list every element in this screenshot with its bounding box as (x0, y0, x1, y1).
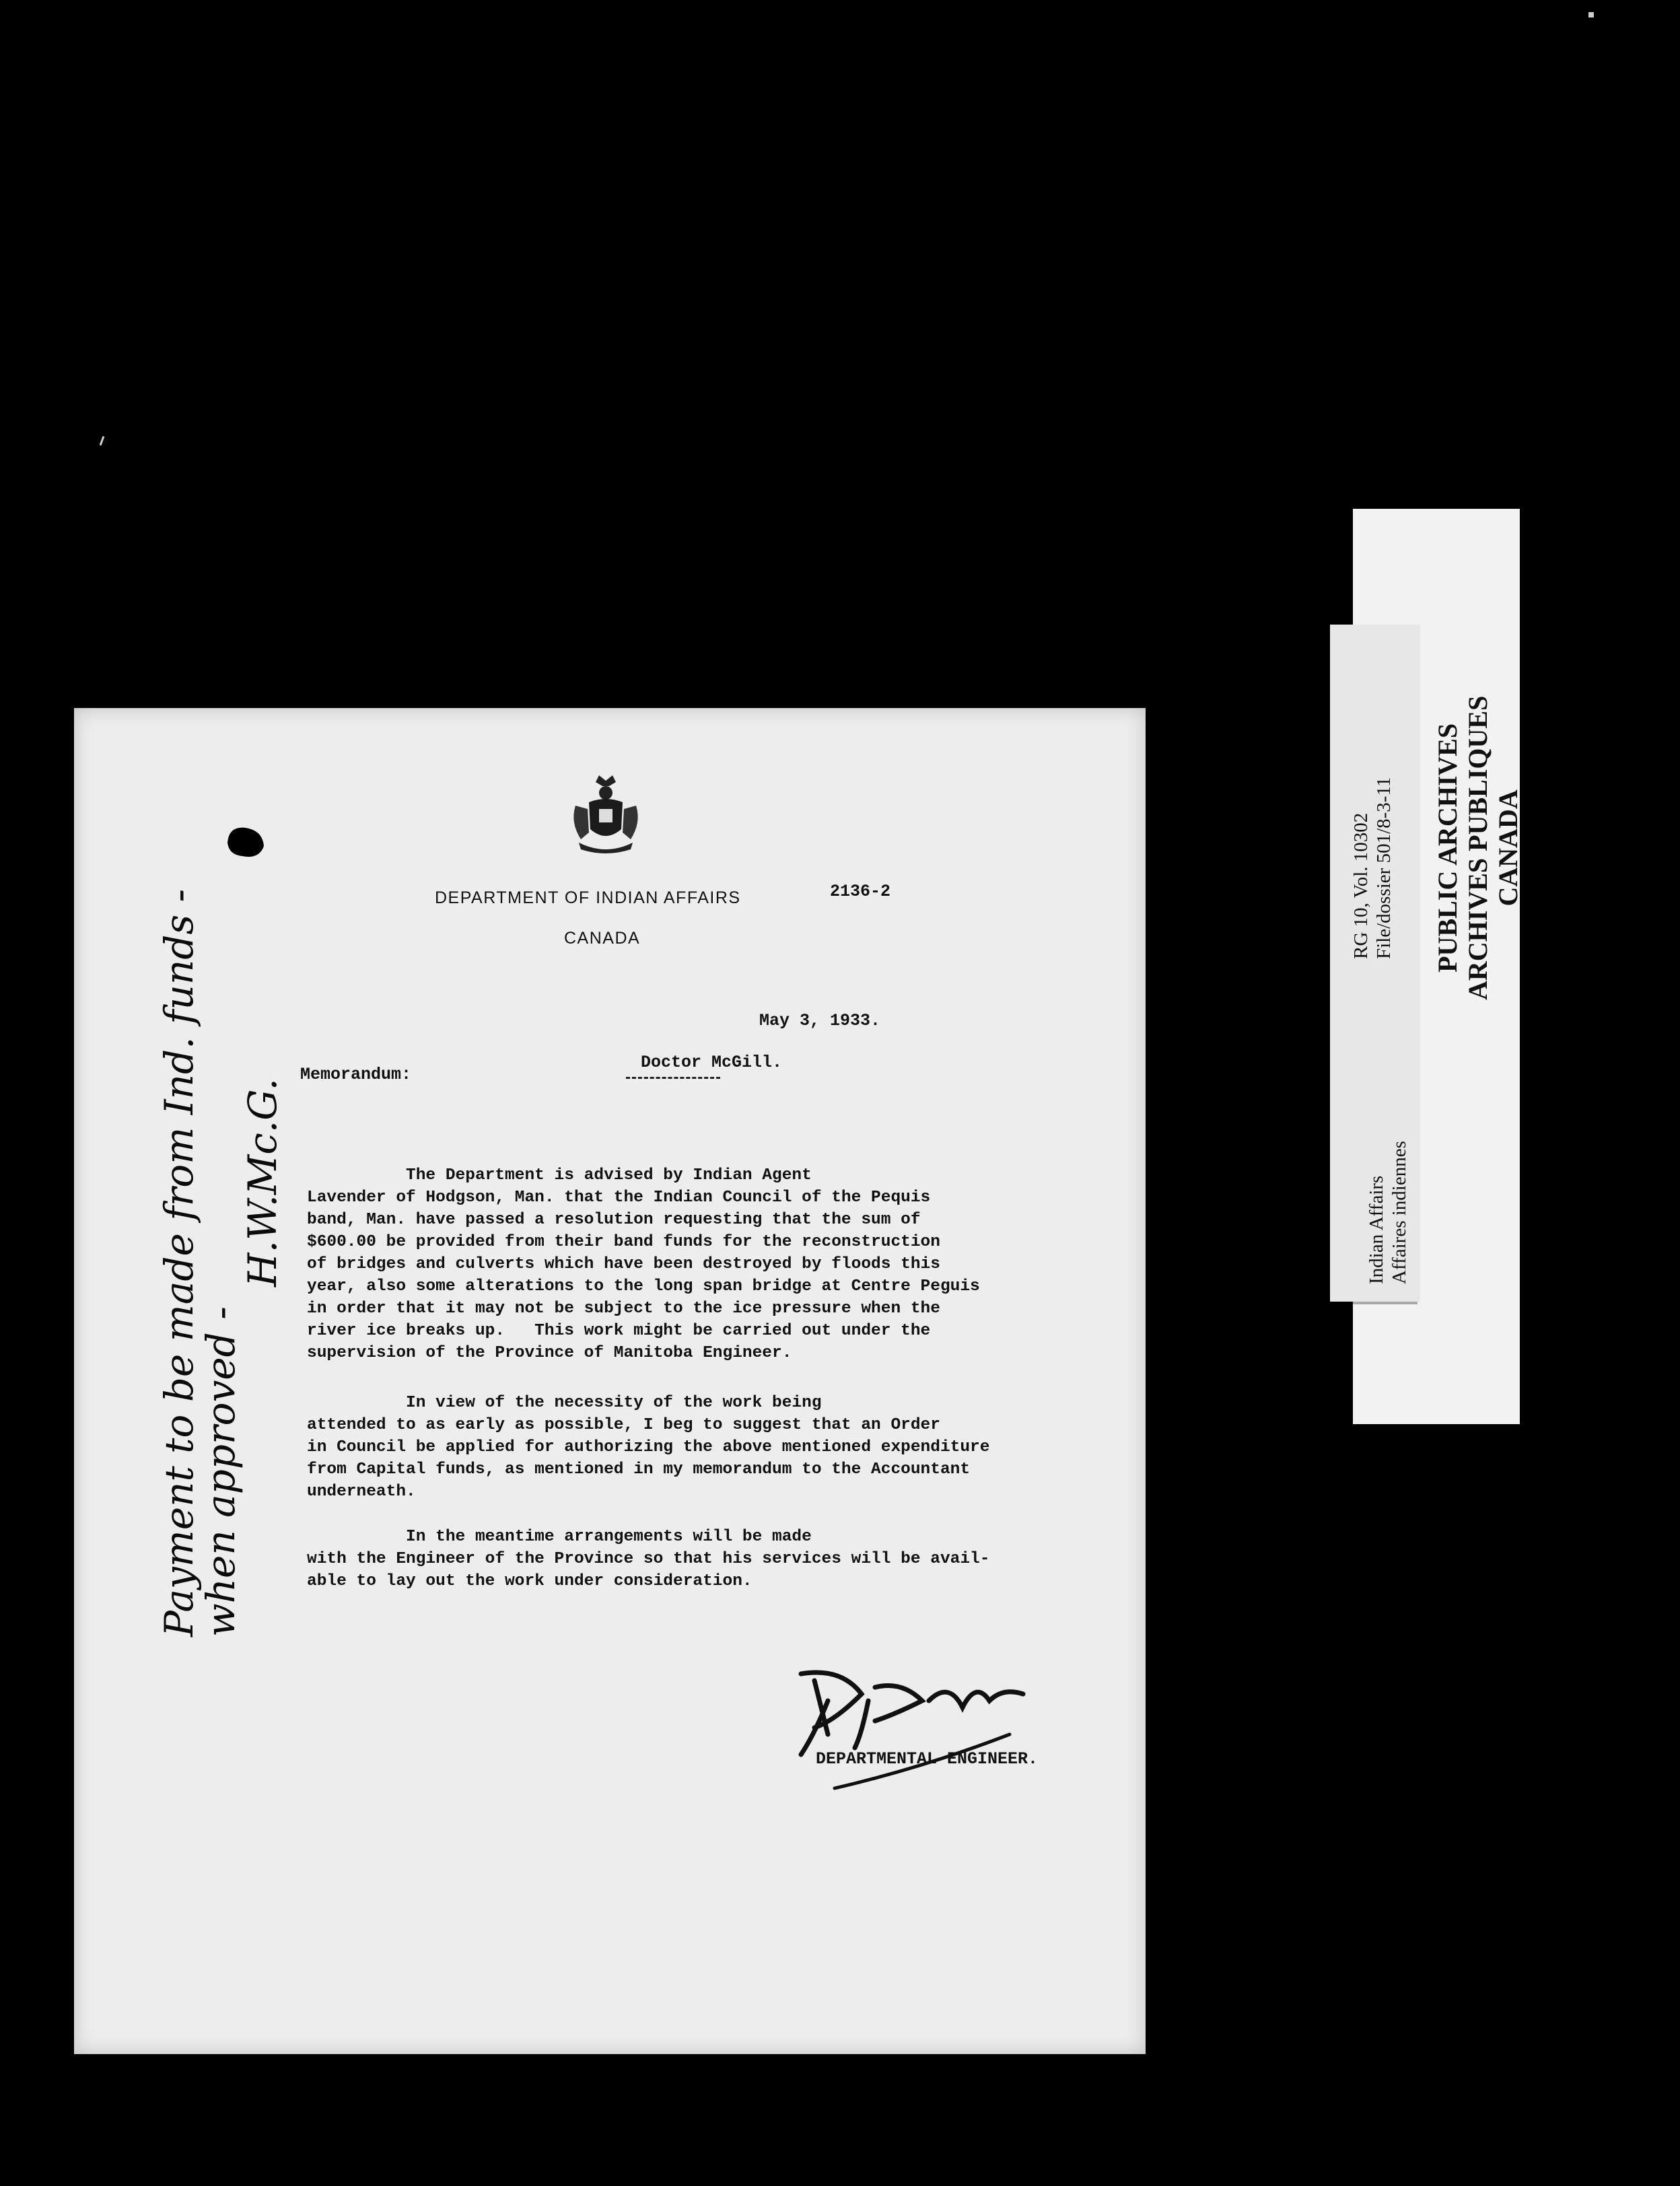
archive-label-line: CANADA (1493, 789, 1523, 907)
scan-speck (100, 436, 105, 446)
text-line: river ice breaks up. This work might be carried out under the (307, 1322, 931, 1340)
text-line: The Department is advised by Indian Agent (307, 1166, 812, 1185)
text-line: In the meantime arrangements will be made (307, 1528, 812, 1546)
addressee-underline (626, 1077, 720, 1079)
department-heading: DEPARTMENT OF INDIAN AFFAIRS (435, 888, 741, 907)
archive-label-line: Affaires indiennes (1389, 1141, 1410, 1284)
handwritten-signature (788, 1654, 1043, 1802)
text-line: from Capital funds, as mentioned in my memorandum to the Accountant (307, 1460, 971, 1479)
paragraph-1 (307, 1164, 1142, 1364)
margin-note-line: when approved - (198, 1306, 244, 1637)
text-line: able to lay out the work under consideration. (307, 1572, 753, 1590)
text-line: with the Engineer of the Province so that his services will be avail- (307, 1550, 990, 1568)
letter-date: May 3, 1933. (759, 1011, 881, 1030)
paragraph-3 (307, 1526, 1142, 1592)
paragraph-2 (307, 1392, 1142, 1503)
coat-of-arms-icon (569, 775, 643, 856)
letter-page (74, 708, 1146, 2054)
margin-note-line: Payment to be made from Ind. funds - (156, 888, 202, 1637)
text-line: in Council be applied for authorizing the above mentioned expenditure (307, 1438, 990, 1456)
archive-label-reference (1350, 777, 1395, 959)
text-line: attended to as early as possible, I beg to suggest that an Order (307, 1416, 940, 1434)
archive-label-line: PUBLIC ARCHIVES (1432, 723, 1463, 973)
file-number: 2136-2 (830, 882, 891, 901)
archive-label-line: RG 10, Vol. 10302 (1350, 812, 1372, 959)
archive-label-line: ARCHIVES PUBLIQUES (1463, 695, 1493, 1000)
ink-blot-mark (222, 822, 269, 863)
text-line: Lavender of Hodgson, Man. that the Indian Council of the Pequis (307, 1189, 931, 1207)
signature-title: DEPARTMENTAL ENGINEER. (816, 1749, 1039, 1769)
archive-label-front (1330, 625, 1420, 1302)
margin-note-initials: H.W.Mc.G. (240, 1078, 285, 1287)
text-line: band, Man. have passed a resolution requesting that the sum of (307, 1211, 921, 1229)
archive-label-line: Indian Affairs (1366, 1175, 1387, 1284)
archive-label-heading (1432, 696, 1523, 1000)
text-line: underneath. (307, 1483, 416, 1501)
handwritten-margin-note (158, 889, 283, 1637)
archive-label-line: File/dossier 501/8-3-11 (1373, 777, 1395, 959)
archive-label-left-block (1365, 1141, 1411, 1284)
text-line: In view of the necessity of the work being (307, 1394, 822, 1412)
text-line: supervision of the Province of Manitoba Engineer. (307, 1344, 792, 1362)
country-heading: CANADA (564, 929, 641, 948)
text-line: of bridges and culverts which have been destroyed by floods this (307, 1255, 940, 1273)
text-line: $600.00 be provided from their band funds for the reconstruction (307, 1233, 940, 1251)
addressee: Doctor McGill. (641, 1053, 783, 1072)
text-line: in order that it may not be subject to the ice pressure when the (307, 1300, 940, 1318)
scan-speck (1588, 12, 1594, 17)
text-line: year, also some alterations to the long span bridge at Centre Peguis (307, 1277, 980, 1296)
memo-label: Memorandum: (300, 1065, 412, 1084)
